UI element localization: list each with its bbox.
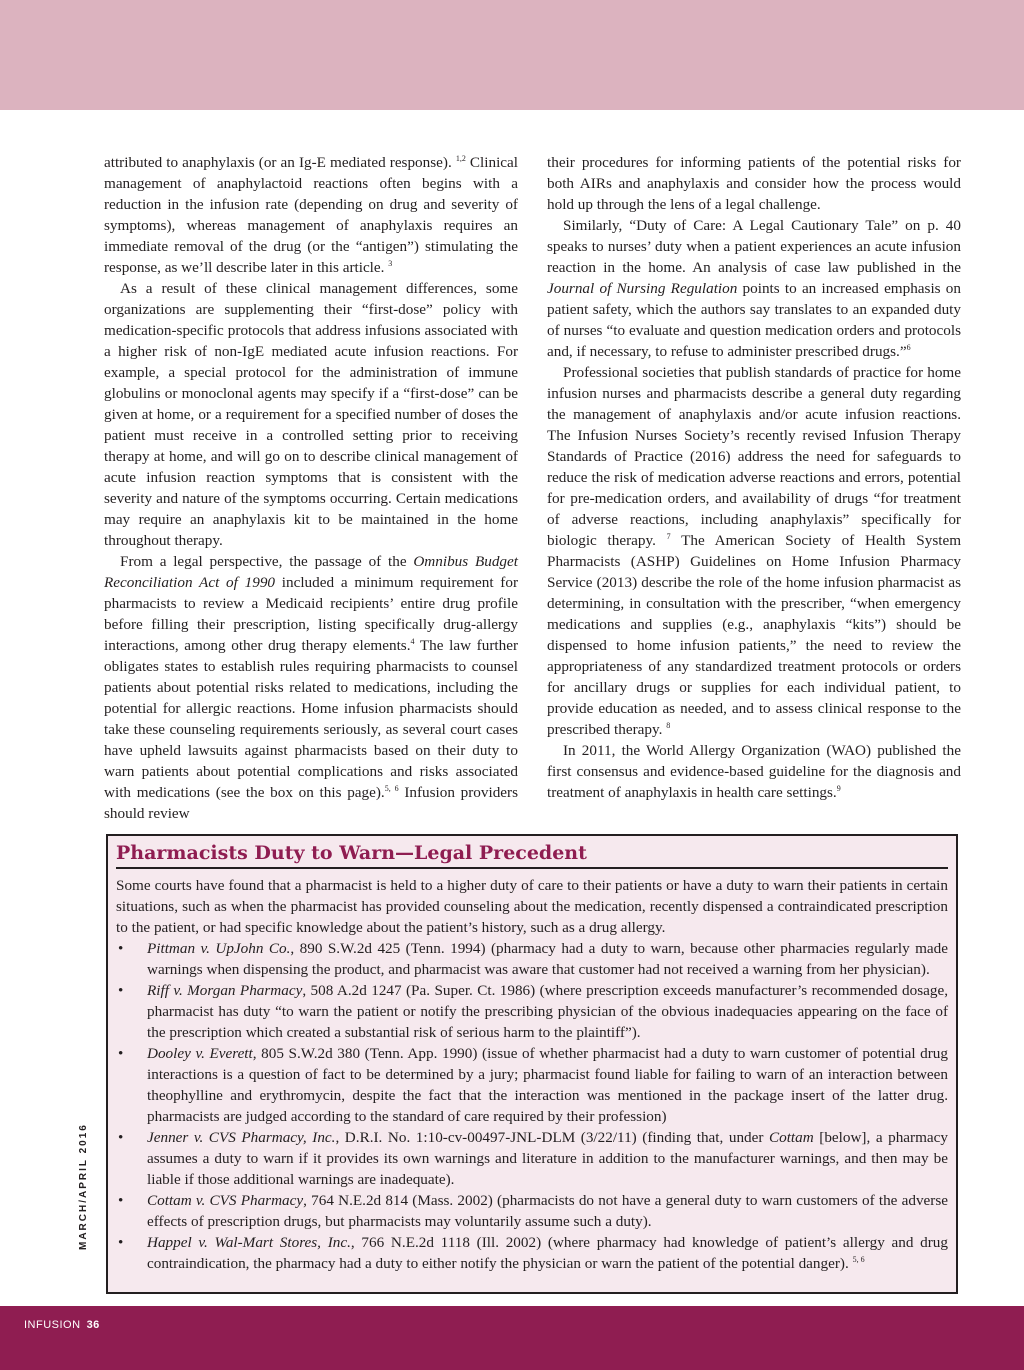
page-folio xyxy=(24,1319,100,1331)
legal-precedent-sidebar xyxy=(106,834,958,1294)
page-number: 36 xyxy=(86,1319,100,1331)
bullet-icon: • xyxy=(118,982,124,999)
footnote-ref: 7 xyxy=(666,531,671,541)
case-name: Riff v. Morgan Pharmacy xyxy=(147,982,303,999)
bullet-icon: • xyxy=(118,940,124,957)
footer-band xyxy=(0,1306,1024,1370)
bullet-icon: • xyxy=(118,1234,124,1251)
left-column xyxy=(104,152,518,824)
case-list xyxy=(116,938,948,1274)
header-band xyxy=(0,0,1024,110)
sidebar-intro: Some courts have found that a pharmacist is held to a higher duty of care to their patients or have a duty to warn their patients in certain situations, such as when the pharmacist has provided counseling about the medication, recently dispensed a contraindicated prescription to the patient, or had specific knowledge about the patient’s history, such as a drug allergy. xyxy=(116,877,948,936)
case-item: • Pittman v. UpJohn Co., 890 S.W.2d 425 (Tenn. 1994) (pharmacy had a duty to warn, because other pharmacies regularly made warnings when dispensing the product, and pharmacist was aware that customer had not received a warning from her physician). xyxy=(118,940,948,978)
case-name: Dooley v. Everett xyxy=(147,1045,253,1062)
case-item: • Dooley v. Everett, 805 S.W.2d 380 (Tenn. App. 1990) (issue of whether pharmacist had a duty to warn customer of potential drug interactions is a question of fact to be determined by a jury; pharmacist found liable for failing to warn of an interaction between theophylline and erythromycin, despite the fact that the interaction was mentioned in the package insert of the latter drug. pharmacists are judged according to the standard of care required by their profession) xyxy=(118,1045,948,1125)
case-name: Jenner v. CVS Pharmacy, Inc. xyxy=(147,1129,336,1146)
right-paragraph-2: Similarly, “Duty of Care: A Legal Cautionary Tale” on p. 40 speaks to nurses’ duty when a patient experiences an acute infusion reaction in the home. An analysis of case law published in the Journal of Nursing Regulation points to an increased emphasis on patient safety, which the authors say translates to an expanded duty of nurses “to evaluate and question medication orders and protocols and, if necessary, to refuse to administer prescribed drugs.”$^6$ xyxy=(547,217,961,360)
right-paragraph-1: their procedures for informing patients of the potential risks for both AIRs and anaphylaxis and consider how the process would hold up through the lens of a legal challenge. xyxy=(547,154,961,213)
case-name: Cottam v. CVS Pharmacy xyxy=(147,1192,304,1209)
footnote-ref: 3 xyxy=(388,258,393,268)
bullet-icon: • xyxy=(118,1192,124,1209)
act-title: Omnibus Budget Reconciliation Act of 1990 xyxy=(104,553,518,591)
sidebar-title: Pharmacists Duty to Warn—Legal Precedent xyxy=(116,842,948,869)
footnote-ref: 8 xyxy=(666,720,671,730)
right-column xyxy=(547,152,961,803)
bullet-icon: • xyxy=(118,1129,124,1146)
left-paragraph-1: attributed to anaphylaxis (or an Ig-E mediated response). $^{1,2}$ Clinical management of anaphylactoid reactions often begins with a reduction in the infusion rate (depending on drug and severity of symptoms), whereas management of anaphylaxis requires an immediate removal of the drug (or the “antigen”) stimulating the response, as we’ll describe later in this article. $^3$ xyxy=(104,153,519,276)
case-item: • Happel v. Wal-Mart Stores, Inc., 766 N.E.2d 1118 (Ill. 2002) (where pharmacy had knowledge of patient’s allergy and drug contraindication, the pharmacy had a duty to either notify the physician or warn the patient of the potential danger). $^{5, 6}$ xyxy=(118,1234,948,1272)
magazine-name: INFUSION xyxy=(24,1319,81,1331)
case-item: • Riff v. Morgan Pharmacy, 508 A.2d 1247 (Pa. Super. Ct. 1986) (where prescription exceeds manufacturer’s recommended dosage, pharmacist has duty “to warn the patient or notify the prescribing physician of the obvious inadequacies appearing on the face of the prescription which created a substantial risk of serious harm to the plaintiff”). xyxy=(118,982,949,1041)
footnote-ref: 5, 6 xyxy=(384,783,399,793)
footnote-ref: 9 xyxy=(836,783,841,793)
issue-date: MARCH/APRIL 2016 xyxy=(78,1123,89,1250)
left-paragraph-3: From a legal perspective, the passage of the Omnibus Budget Reconciliation Act of 1990 included a minimum requirement for pharmacists to review a Medicaid recipients’ entire drug profile before filling their prescription, listing specifically drug-allergy interactions, among other drug therapy elements.$^4$ The law further obligates states to establish rules requiring pharmacists to counsel patients about potential risks related to medications, including the potential for allergic reactions. Home infusion pharmacists should take these counseling requirements seriously, as several court cases have upheld lawsuits against pharmacists based on their duty to warn patients about potential complications and risks associated with medications (see the box on this page).$^{5, 6}$ Infusion providers should review xyxy=(104,553,519,822)
case-name: Cottam xyxy=(768,1129,814,1146)
left-paragraph-2: As a result of these clinical management differences, some organizations are supplementing their “first-dose” policy with medication-specific protocols that address infusions associated with a higher risk of non-IgE mediated acute infusion reactions. For example, a special protocol for the administration of immune globulins or monoclonal agents may specify if a “first-dose” can be given at home, or a requirement for a specified number of doses the patient must receive in a controlled setting prior to receiving therapy at home, and will go on to describe clinical management of acute infusion reaction symptoms that is consistent with the severity and nature of the symptoms occurring. Certain medications may require an anaphylaxis kit to be maintained in the home throughout therapy. xyxy=(104,280,518,549)
case-name: Pittman v. UpJohn Co. xyxy=(147,940,291,957)
journal-title: Journal of Nursing Regulation xyxy=(547,280,738,297)
case-item: • Cottam v. CVS Pharmacy, 764 N.E.2d 814 (Mass. 2002) (pharmacists do not have a general duty to warn customers of the adverse effects of prescription drugs, but pharmacists may voluntarily assume such a duty). xyxy=(118,1192,948,1230)
case-name: Happel v. Wal-Mart Stores, Inc. xyxy=(147,1234,351,1251)
case-item: • Jenner v. CVS Pharmacy, Inc., D.R.I. No. 1:10-cv-00497-JNL-DLM (3/22/11) (finding that, under Cottam [below], a pharmacy assumes a duty to warn if it provides its own warnings and literature in addition to the manufacturer warnings, and then may be liable if those additional warnings are inadequate). xyxy=(118,1129,948,1188)
footnote-ref: 5, 6 xyxy=(852,1254,865,1264)
right-paragraph-3: Professional societies that publish standards of practice for home infusion nurses and pharmacists describe a general duty regarding the management of anaphylaxis and/or acute infusion reactions. The Infusion Nurses Society’s recently revised Infusion Therapy Standards of Practice (2016) address the need for safeguards to reduce the risk of medication adverse reactions and errors, potential for pre-medication orders, and availability of drugs “for treatment of adverse reactions, including anaphylaxis” specifically for biologic therapy. $^7$ The American Society of Health System Pharmacists (ASHP) Guidelines on Home Infusion Pharmacy Service (2013) describe the role of the home infusion pharmacist as determining, in consultation with the prescriber, “when emergency medications and supplies (e.g., anaphylaxis “kits”) should be dispensed to home infusion patients,” the need to review the appropriateness of any standardized treatment protocols or orders for ancillary drugs or supplies for each individual patient, to provide education as needed, and to assess clinical response to the prescribed therapy. $^8$ xyxy=(547,364,962,738)
footnote-ref: 4 xyxy=(410,636,415,646)
footnote-ref: 6 xyxy=(906,342,911,352)
footnote-ref: 1,2 xyxy=(455,153,466,163)
right-paragraph-4: In 2011, the World Allergy Organization (WAO) published the first consensus and evidence-based guideline for the diagnosis and treatment of anaphylaxis in health care settings.$^9$ xyxy=(547,742,961,801)
bullet-icon: • xyxy=(118,1045,124,1062)
